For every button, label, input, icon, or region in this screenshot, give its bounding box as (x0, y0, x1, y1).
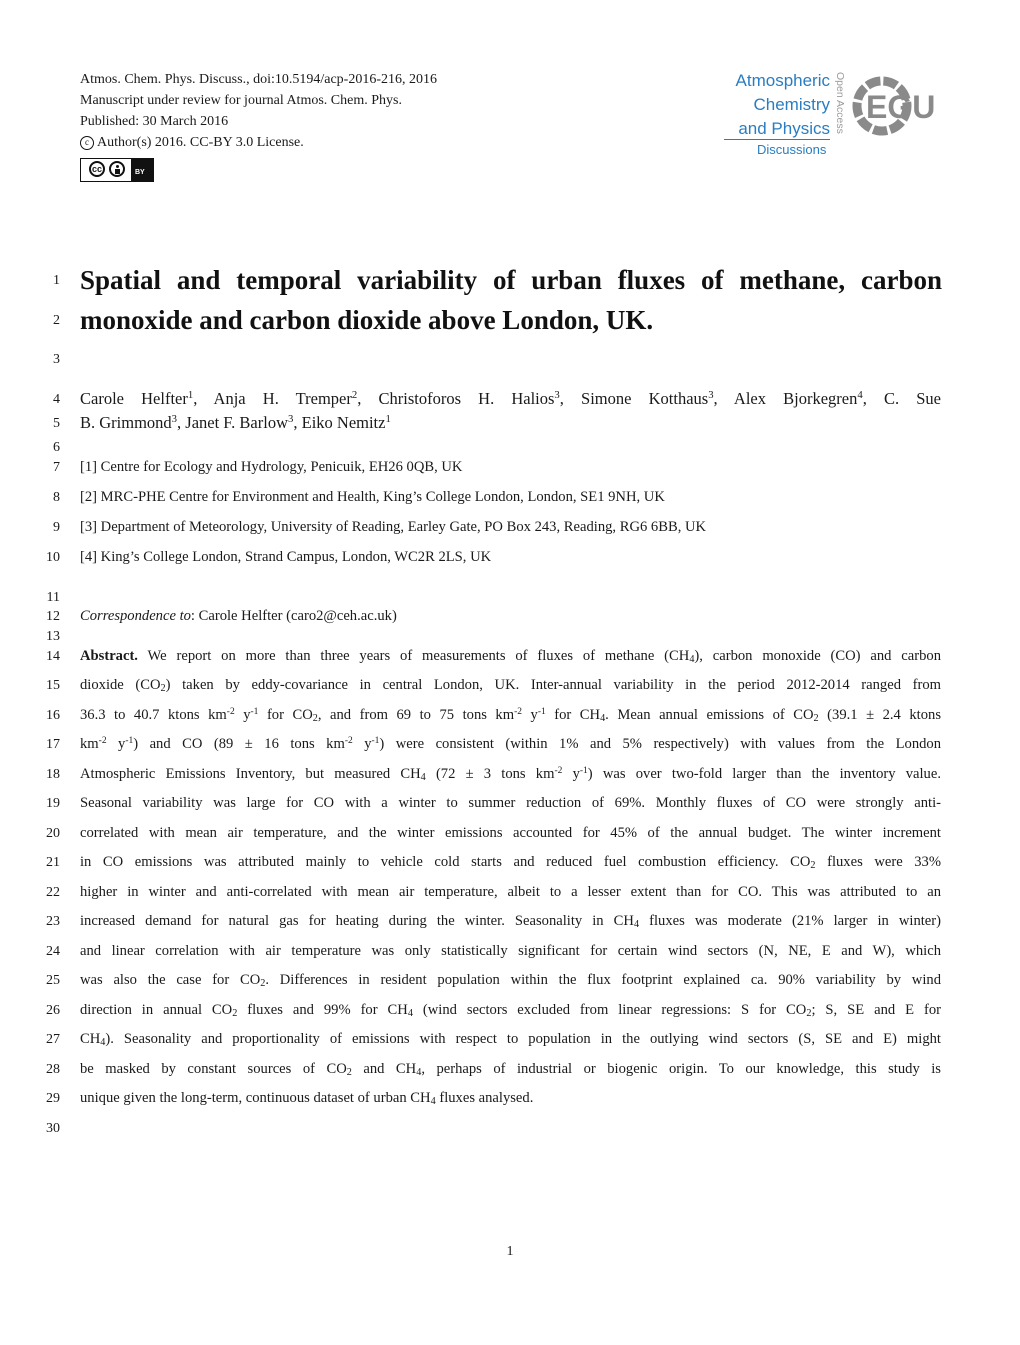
line-number: 14 (46, 649, 60, 664)
header-review-status: Manuscript under review for journal Atmos. Chem. Phys. (80, 93, 402, 108)
svg-text:Open Access: Open Access (834, 72, 846, 134)
abstract-line: in CO emissions was attributed mainly to vehicle cold starts and reduced fuel combustion efficiency. $CO_2$ fluxes were 33% (80, 854, 941, 872)
line-number: 28 (46, 1062, 60, 1077)
cc-by-license-badge (80, 158, 154, 182)
line-number: 5 (53, 416, 60, 431)
logo-divider (724, 139, 830, 140)
abstract-line: higher in winter and anti-correlated with mean air temperature, albeit to a lesser extent than for CO. This was attributed to an (80, 884, 941, 900)
line-number: 19 (46, 796, 60, 811)
line-number: 3 (53, 352, 60, 367)
line-number: 9 (53, 520, 60, 535)
line-number: 7 (53, 460, 60, 475)
line-number: 1 (53, 273, 60, 288)
logo-line-1: Atmospheric (735, 71, 830, 90)
affiliation-4: [4] King’s College London, Strand Campus, London, WC2R 2LS, UK (80, 549, 492, 565)
abstract-line: Seasonal variability was large for CO with a winter to summer reduction of 69%. Monthly fluxes of CO were strongly anti- (80, 795, 941, 811)
author-list-line-2: B. Grimmond$^3$, Janet F. Barlow$^3$, Eiko Nemitz$^1$ (80, 413, 391, 432)
abstract-line: unique given the long-term, continuous dataset of urban $CH_4$ fluxes analysed. (80, 1090, 534, 1108)
attribution-person-icon (109, 161, 125, 177)
logo-discussions: Discussions (757, 142, 827, 157)
cc-by-label: BY (135, 169, 145, 176)
author-list-line-1: Carole Helfter$^1$, Anja H. Tremper$^2$, Christoforos H. Halios$^3$, Simone Kotthaus$^3$, Alex Bjorkegren$^4$, C. Sue (80, 389, 942, 408)
line-number: 15 (46, 678, 60, 693)
line-number: 17 (46, 737, 60, 752)
line-number: 23 (46, 914, 60, 929)
correspondence-label: Correspondence to (80, 608, 191, 624)
line-number: 2 (53, 313, 60, 328)
svg-text:EGU: EGU (866, 89, 936, 125)
affiliation-3: [3] Department of Meteorology, University of Reading, Earley Gate, PO Box 243, Reading, RG6 6BB, UK (80, 519, 707, 535)
journal-header (80, 69, 437, 153)
line-number: 21 (46, 855, 60, 870)
line-number: 12 (46, 609, 60, 624)
line-number: 27 (46, 1032, 60, 1047)
line-number: 6 (53, 440, 60, 455)
correspondence (80, 608, 397, 625)
line-number: 4 (53, 392, 60, 407)
open-access-label (833, 70, 849, 142)
line-number: 8 (53, 490, 60, 505)
line-number: 10 (46, 550, 60, 565)
correspondence-contact: : Carole Helfter (caro2@ceh.ac.uk) (190, 608, 397, 624)
abstract-line: was also the case for $CO_2$. Differences in resident population within the flux footprint explained ca. 90% variability by wind (80, 972, 941, 990)
line-number: 25 (46, 973, 60, 988)
abstract-line: Abstract. We report on more than three years of measurements of fluxes of methane $(CH_4)$, carbon monoxide (CO) and carbon (80, 648, 941, 666)
abstract-line: dioxide $(CO_2)$ taken by eddy-covariance in central London, UK. Inter-annual variability in the period 2012-2014 ranged from (80, 677, 941, 695)
abstract-label: Abstract. (80, 648, 138, 664)
logo-line-2: Chemistry (753, 95, 830, 114)
affiliation-2: [2] MRC-PHE Centre for Environment and Health, King’s College London, London, SE1 9NH, UK (80, 489, 665, 505)
line-number: 18 (46, 767, 60, 782)
line-number: 29 (46, 1091, 60, 1106)
copyright-icon: c (80, 136, 94, 150)
header-license: c Author(s) 2016. CC-BY 3.0 License. (80, 132, 437, 153)
line-number: 11 (46, 590, 60, 605)
affiliation-1: [1] Centre for Ecology and Hydrology, Penicuik, EH26 0QB, UK (80, 459, 463, 475)
header-citation: Atmos. Chem. Phys. Discuss., doi:10.5194/acp-2016-216, 2016 (80, 72, 437, 87)
abstract-line: Atmospheric Emissions Inventory, but measured $CH_4$ (72 ± 3 tons $km^{-2}$ $y^{-1}$) was over two-fold larger than the inventory value. (80, 765, 941, 784)
journal-logo-text (736, 69, 830, 141)
abstract-line: $CH_4$). Seasonality and proportionality of emissions with respect to population in the outlying wind sectors (S, SE and E) might (80, 1031, 941, 1049)
page-number: 1 (506, 1244, 514, 1259)
abstract-line: increased demand for natural gas for heating during the winter. Seasonality in $CH_4$ fluxes was moderate (21% larger in winter) (80, 913, 942, 931)
egu-logo-icon (852, 70, 944, 140)
abstract-line: and linear correlation with air temperature was only statistically significant for certain wind sectors (N, NE, E and W), which (80, 943, 941, 959)
abstract-line: $km^{-2}$ $y^{-1}$) and CO (89 ± 16 tons $km^{-2}$ $y^{-1}$) were consistent (within 1% and 5% respectively) with values from the London (80, 735, 942, 752)
line-number: 26 (46, 1003, 60, 1018)
paper-title-line-1: Spatial and temporal variability of urban fluxes of methane, carbon (80, 265, 942, 295)
line-number: 16 (46, 708, 60, 723)
paper-title-line-2: monoxide and carbon dioxide above London, UK. (80, 305, 654, 335)
abstract-line: 36.3 to 40.7 ktons $km^{-2}$ $y^{-1}$ for $CO_2$, and from 69 to 75 tons $km^{-2}$ $y^{-1}$ for $CH_4$. Mean annual emissions of $CO_2$ (39.1 ± 2.4 ktons (80, 706, 942, 725)
line-number: 22 (46, 885, 60, 900)
line-number: 13 (46, 629, 60, 644)
line-number: 20 (46, 826, 60, 841)
header-published-date: Published: 30 March 2016 (80, 114, 229, 129)
abstract-line: be masked by constant sources of $CO_2$ and $CH_4$, perhaps of industrial or biogenic origin. To our knowledge, this study is (80, 1061, 941, 1079)
abstract-line: direction in annual $CO_2$ fluxes and 99% for $CH_4$ (wind sectors excluded from linear regressions: S for $CO_2$; S, SE and E for (80, 1002, 941, 1020)
abstract-line: correlated with mean air temperature, and the winter emissions accounted for 45% of the annual budget. The winter increment (80, 825, 941, 841)
creative-commons-icon: cc (89, 161, 105, 177)
logo-line-3: and Physics (738, 119, 830, 138)
line-number: 24 (46, 944, 60, 959)
line-number: 30 (46, 1121, 60, 1136)
